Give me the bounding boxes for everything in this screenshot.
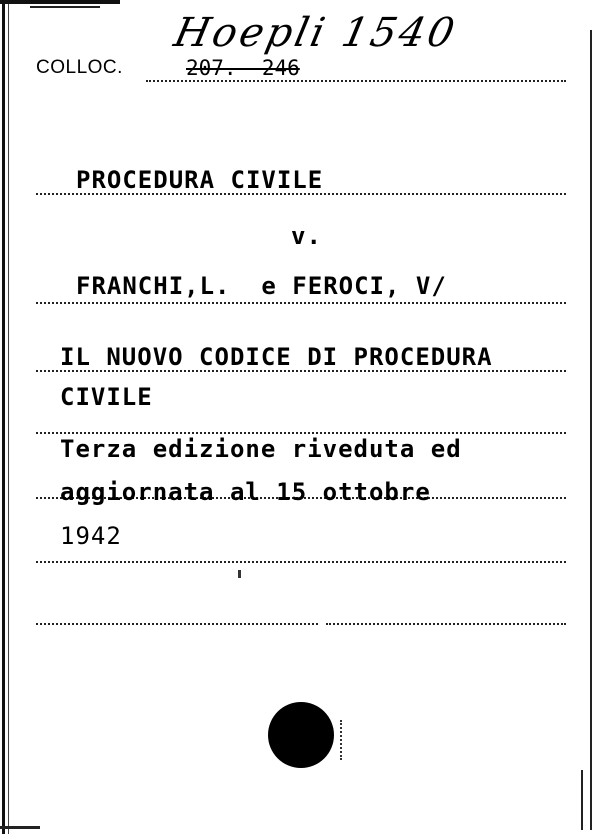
card-left-edge <box>2 0 5 834</box>
edition-line-2: aggiornata al 15 ottobre <box>60 478 431 506</box>
edition-top-dotted-rule <box>36 432 566 434</box>
work-title-line-1: IL NUOVO CODICE DI PROCEDURA <box>60 343 493 371</box>
colloc-dotted-rule <box>146 80 566 82</box>
card-top-edge <box>0 0 120 4</box>
blank-dotted-rule-2a <box>36 623 318 625</box>
blank-dotted-rule-1 <box>36 561 566 563</box>
card-right-edge <box>590 30 592 830</box>
subject-heading: PROCEDURA CIVILE <box>76 166 324 194</box>
colloc-label: COLLOC. <box>36 57 123 78</box>
subject-see-marker: v. <box>291 222 322 250</box>
punch-hole-specks <box>340 720 362 760</box>
card-top-edge-mark <box>30 6 100 8</box>
authors-line: FRANCHI,L. e FEROCI, V/ <box>76 272 447 300</box>
card-bottom-edge-mark <box>0 826 40 829</box>
card-left-edge-inner <box>8 0 9 834</box>
ink-speck <box>238 570 241 578</box>
work-title-line-2: CIVILE <box>60 383 153 411</box>
edition-line-3: 1942 <box>60 522 122 550</box>
struck-shelfmark: 207. 246 <box>186 56 300 80</box>
edition-line-1: Terza edizione riveduta ed <box>60 435 462 463</box>
card-right-edge-mark <box>581 770 583 830</box>
handwritten-shelfmark: Hoepli 1540 <box>170 10 462 56</box>
punch-hole <box>268 702 334 768</box>
authors-dotted-rule <box>36 302 566 304</box>
blank-dotted-rule-2b <box>326 623 566 625</box>
